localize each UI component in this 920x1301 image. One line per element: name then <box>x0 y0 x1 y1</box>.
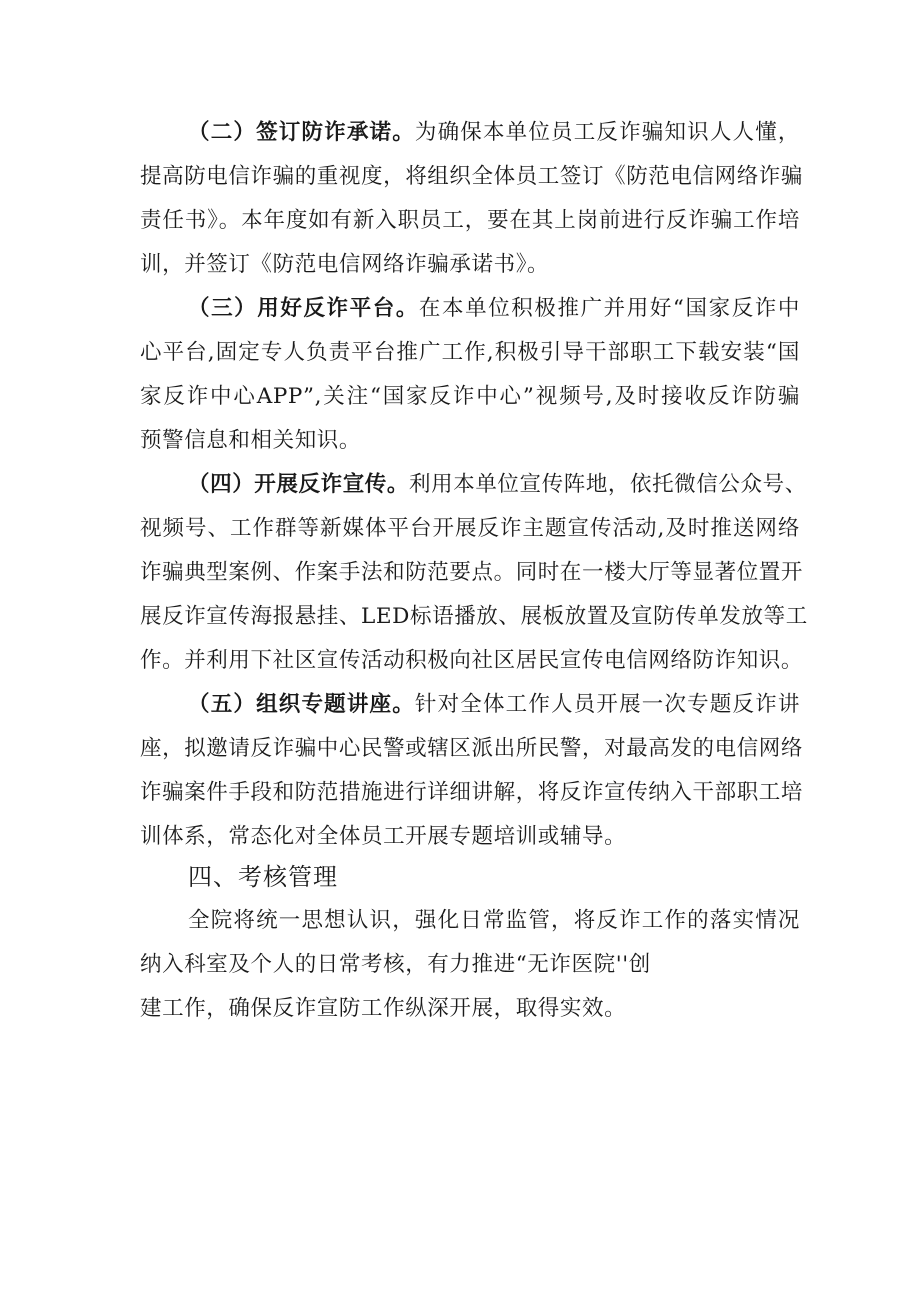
section-heading-assessment: 四、考核管理 <box>188 863 338 891</box>
paragraph-2-line-2: 提高防电信诈骗的重视度，将组织全体员工签订《防范电信网络诈骗 <box>140 164 804 189</box>
paragraph-3-line-4: 预警信息和相关知识。 <box>140 428 362 453</box>
paragraph-4-line-4: 展反诈宣传海报悬挂、LED标语播放、展板放置及宣防传单发放等工 <box>140 604 808 629</box>
paragraph-4-line-3: 诈骗典型案例、作案手法和防范要点。同时在一楼大厅等显著位置开 <box>140 560 804 585</box>
paragraph-3-line-1 <box>188 294 800 324</box>
paragraph-4-text: 利用本单位宣传阵地，依托微信公众号、 <box>409 472 807 497</box>
final-paragraph-line-1: 全院将统一思想认识，强化日常监管，将反诈工作的落实情况 <box>188 908 800 933</box>
paragraph-2-line-3: 责任书》。本年度如有新入职员工，要在其上岗前进行反诈骗工作培 <box>140 208 800 233</box>
paragraph-5-line-3: 诈骗案件手段和防范措施进行详细讲解，将反诈宣传纳入干部职工培 <box>140 780 804 805</box>
paragraph-5-line-4: 训体系，常态化对全体员工开展专题培训或辅导。 <box>140 824 627 849</box>
paragraph-4-title: （四）开展反诈宣传。 <box>188 472 410 497</box>
paragraph-3-line-2: 心平台,固定专人负责平台推广工作,积极引导干部职工下载安装“国 <box>140 340 800 365</box>
paragraph-5-line-2: 座，拟邀请反诈骗中心民警或辖区派出所民警，对最高发的电信网络 <box>140 736 804 761</box>
paragraph-2-text: 为确保本单位员工反诈骗知识人人懂， <box>414 120 800 145</box>
final-paragraph-line-3: 建工作，确保反诈宣防工作纵深开展，取得实效。 <box>140 996 627 1021</box>
paragraph-2-line-1 <box>188 118 800 148</box>
paragraph-2-line-4: 训，并签订《防范电信网络诈骗承诺书》。 <box>140 252 550 277</box>
paragraph-5-line-1 <box>188 690 800 720</box>
paragraph-3-title: （三）用好反诈平台。 <box>188 296 419 321</box>
final-paragraph-line-2: 纳入科室及个人的日常考核，有力推进“无诈医院''创 <box>140 952 651 977</box>
paragraph-3-text: 在本单位积极推广并用好“国家反诈中 <box>418 296 800 321</box>
paragraph-4-line-5: 作。并利用下社区宣传活动积极向社区居民宣传电信网络防诈知识。 <box>140 648 804 673</box>
paragraph-2-title: （二）签订防诈承诺。 <box>188 120 415 145</box>
paragraph-4-line-2: 视频号、工作群等新媒体平台开展反诈主题宣传活动,及时推送网络 <box>140 516 800 541</box>
paragraph-5-title: （五）组织专题讲座。 <box>188 692 415 717</box>
paragraph-4-line-1 <box>188 470 807 500</box>
paragraph-5-text: 针对全体工作人员开展一次专题反诈讲 <box>414 692 800 717</box>
paragraph-3-line-3: 家反诈中心APP”,关注“国家反诈中心”视频号,及时接收反诈防骗 <box>140 384 800 409</box>
